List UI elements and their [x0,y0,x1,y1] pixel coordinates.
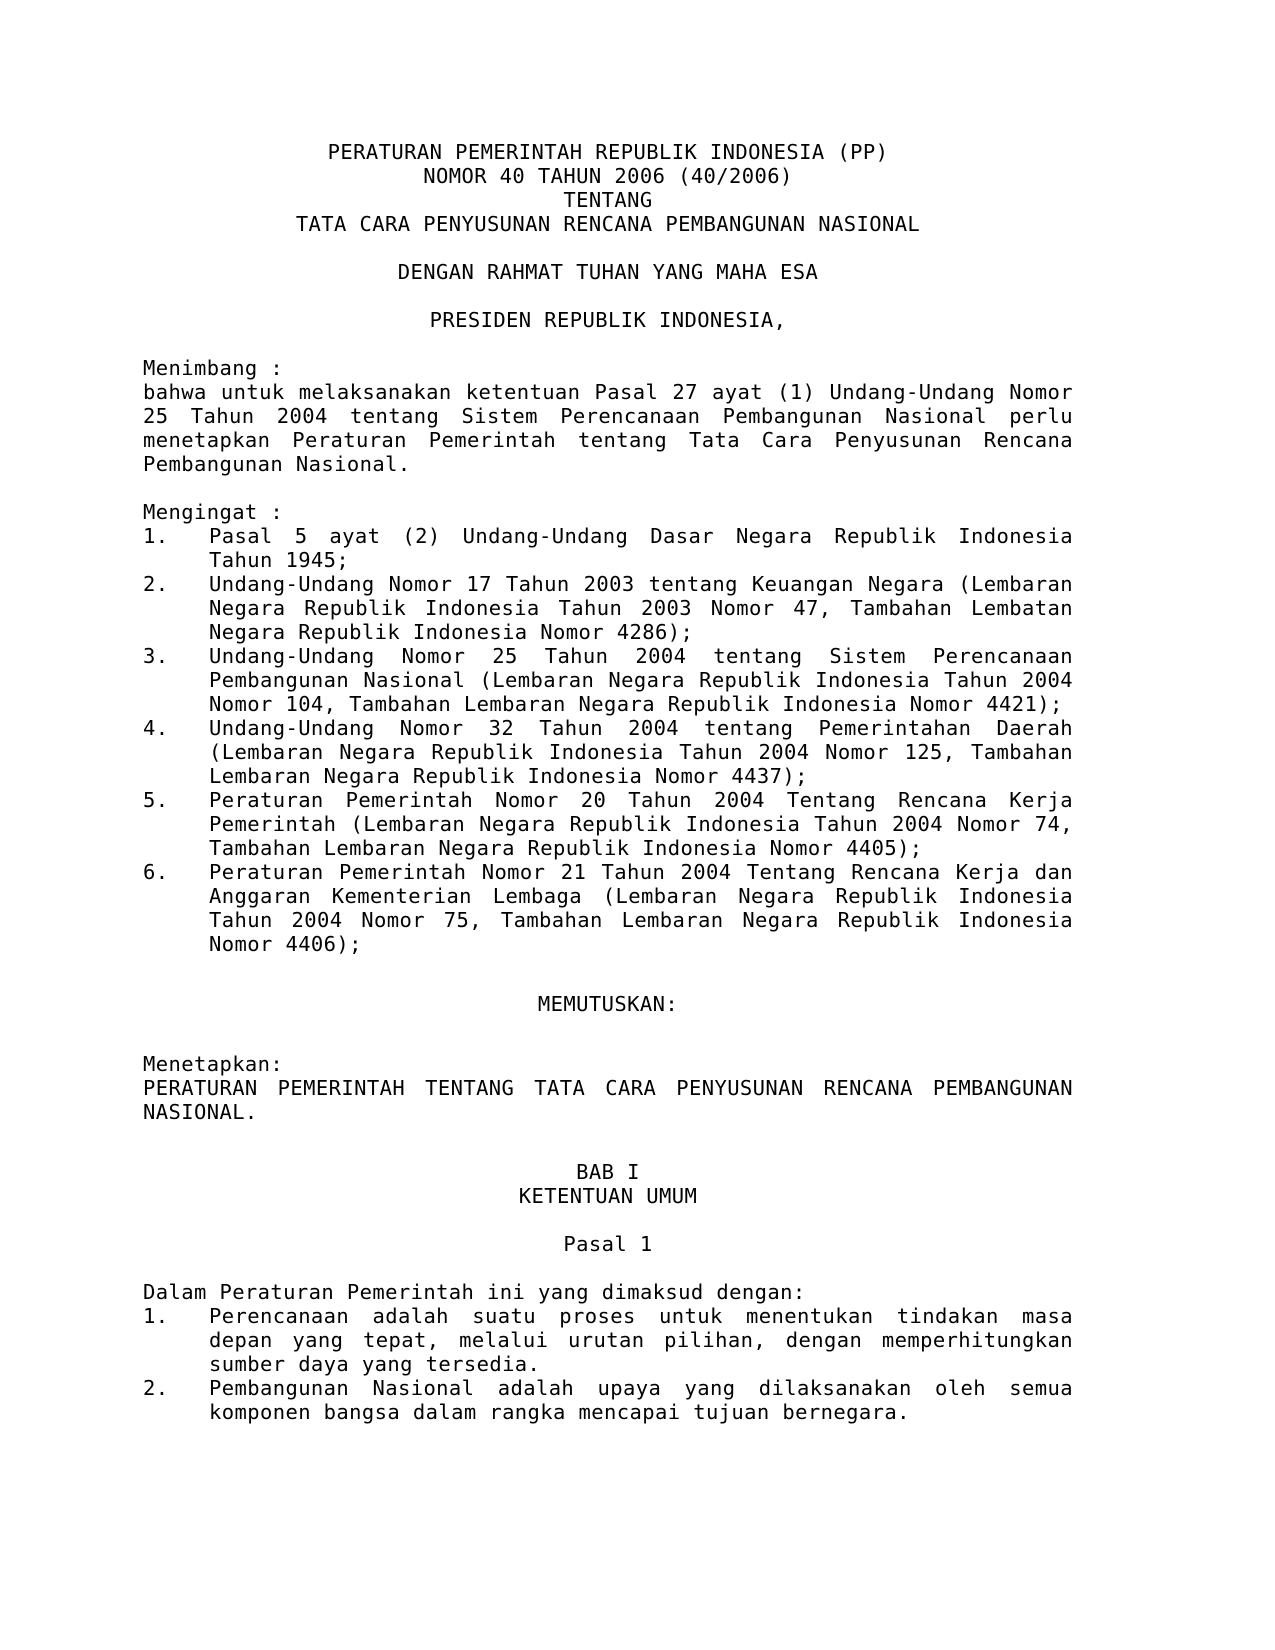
authority-text: PRESIDEN REPUBLIK INDONESIA, [429,308,787,332]
list-item [143,788,1073,860]
list-item-text: Undang-Undang Nomor 17 Tahun 2003 tentang Keuangan Negara (Lembaran Negara Republik Indonesia Tahun 2003 Nomor 47, Tambahan Lembatan Negara Republik Indonesia Nomor 4286); [209,572,1073,644]
document-title-line-1: PERATURAN PEMERINTAH REPUBLIK INDONESIA (PP) [327,140,889,164]
list-item-number: 1. [143,524,169,548]
list-item-number: 5. [143,788,169,812]
spacer [143,1208,1073,1232]
list-item-text: Pasal 5 ayat (2) Undang-Undang Dasar Negara Republik Indonesia Tahun 1945; [209,524,1073,572]
document-title-line-4: TATA CARA PENYUSUNAN RENCANA PEMBANGUNAN NASIONAL [295,212,921,236]
spacer [143,332,1073,356]
list-item [143,1376,1073,1424]
decision-text: PERATURAN PEMERINTAH TENTANG TATA CARA PENYUSUNAN RENCANA PEMBANGUNAN NASIONAL. [143,1076,1086,1124]
list-item [143,644,1073,716]
list-item [143,524,1073,572]
decision-label: Menetapkan: [143,1052,284,1076]
list-item-number: 2. [143,1376,169,1400]
decision-heading: MEMUTUSKAN: [537,992,679,1016]
spacer [143,980,1073,992]
document-body [143,140,1086,1424]
list-item [143,1304,1073,1376]
spacer [143,956,1073,980]
document-title-line-2: NOMOR 40 TAHUN 2006 (40/2006) [423,164,793,188]
document-title-line-3: TENTANG [563,188,653,212]
list-item-text: Perencanaan adalah suatu proses untuk menentukan tindakan masa depan yang tepat, melalui urutan pilihan, dengan memperhitungkan sumber daya yang tersedia. [209,1304,1073,1376]
list-item-text: Pembangunan Nasional adalah upaya yang dilaksanakan oleh semua komponen bangsa dalam rangka mencapai tujuan bernegara. [209,1376,1073,1424]
list-item [143,572,1073,644]
list-item-number: 2. [143,572,169,596]
spacer [143,1256,1073,1280]
list-item-text: Undang-Undang Nomor 25 Tahun 2004 tentang Sistem Perencanaan Pembangunan Nasional (Lembaran Negara Republik Indonesia Tahun 2004 Nomor 104, Tambahan Lembaran Negara Republik Indonesia Nomor 4421); [209,644,1073,716]
list-item [143,860,1073,956]
considering-text: bahwa untuk melaksanakan ketentuan Pasal 27 ayat (1) Undang-Undang Nomor 25 Tahun 2004 tentang Sistem Perencanaan Pembangunan Nasional perlu menetapkan Peraturan Pemerintah tentang Tata Cara Penyusunan Rencana Pembangunan Nasional. [143,380,1086,476]
list-item-text: Peraturan Pemerintah Nomor 21 Tahun 2004 Tentang Rencana Kerja dan Anggaran Kementerian Lembaga (Lembaran Negara Republik Indonesia Tahun 2004 Nomor 75, Tambahan Lembaran Negara Republik Indonesia Nomor 4406); [209,860,1073,956]
article-heading: Pasal 1 [563,1232,653,1256]
considering-label: Menimbang : [143,356,284,380]
list-item-number: 1. [143,1304,169,1328]
observing-label: Mengingat : [143,500,284,524]
invocation-text: DENGAN RAHMAT TUHAN YANG MAHA ESA [397,260,819,284]
list-item-number: 4. [143,716,169,740]
spacer [143,1124,1073,1148]
spacer [143,1148,1073,1160]
chapter-title: KETENTUAN UMUM [518,1184,698,1208]
spacer [143,284,1073,308]
spacer [143,476,1073,500]
chapter-number: BAB I [576,1160,640,1184]
spacer [143,1016,1073,1040]
list-item-number: 3. [143,644,169,668]
list-item-text: Undang-Undang Nomor 32 Tahun 2004 tentang Pemerintahan Daerah (Lembaran Negara Republik Indonesia Tahun 2004 Nomor 125, Tambahan Lembaran Negara Republik Indonesia Nomor 4437); [209,716,1073,788]
spacer [143,1040,1073,1052]
list-item-number: 6. [143,860,169,884]
spacer [143,236,1073,260]
list-item [143,716,1073,788]
list-item-text: Peraturan Pemerintah Nomor 20 Tahun 2004 Tentang Rencana Kerja Pemerintah (Lembaran Negara Republik Indonesia Tahun 2004 Nomor 74, Tambahan Lembaran Negara Republik Indonesia Nomor 4405); [209,788,1073,860]
article-intro: Dalam Peraturan Pemerintah ini yang dimaksud dengan: [143,1280,806,1304]
